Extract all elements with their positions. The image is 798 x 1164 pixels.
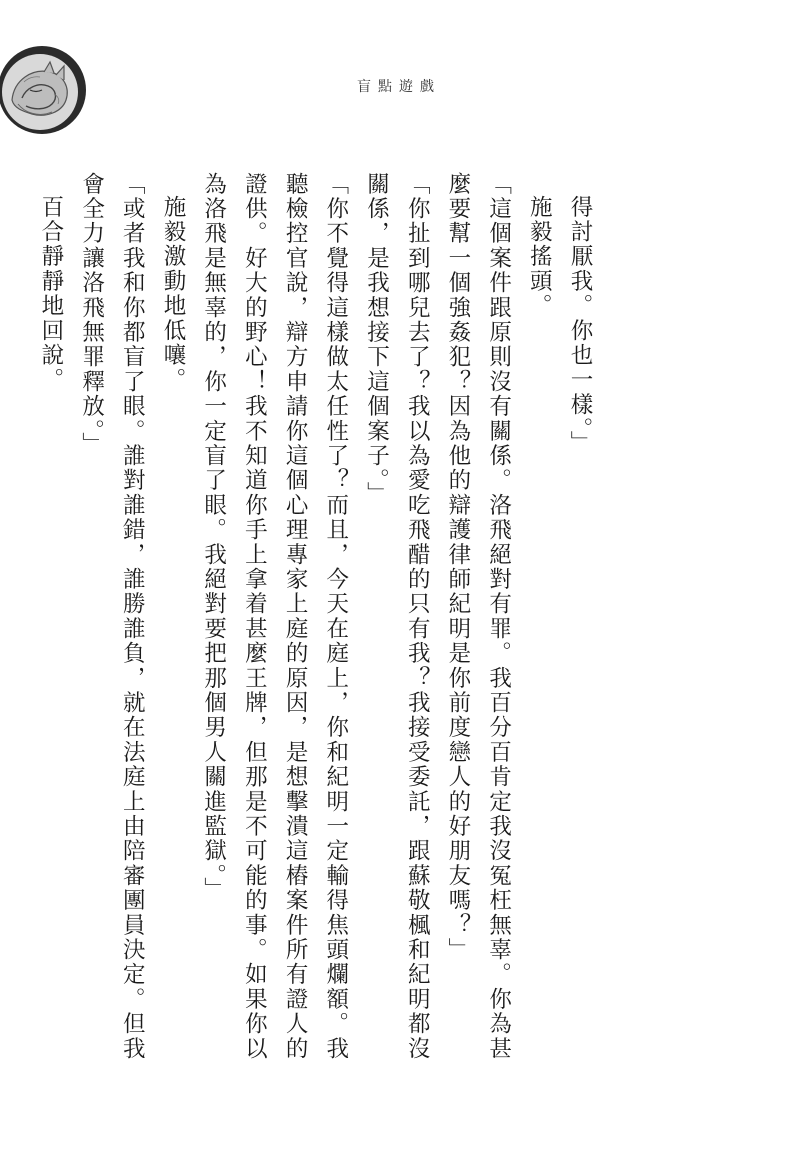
- paragraph: 「或者我和你都盲了眼。誰對誰錯，誰勝誰負，就在法庭上由陪審團員決定。但我會全力讓洛飛無罪釋放。」: [78, 172, 146, 1062]
- paragraph: 「這個案件跟原則沒有關係。洛飛絕對有罪。我百分百肯定我沒冤枉無辜。你為甚麼要幫一個強姦犯？因為他的辯護律師紀明是你前度戀人的好朋友嗎？」: [444, 172, 512, 1062]
- paragraph: 施毅搖頭。: [526, 194, 553, 318]
- paragraph: 施毅激動地低嚷。: [159, 194, 186, 393]
- paragraph: 得討厭我。你也一樣。」: [567, 194, 593, 455]
- vertical-body-text: [37, 172, 600, 1072]
- paragraph: 百合靜靜地回說。: [37, 194, 64, 393]
- running-header-book-title: 盲點遊戲: [357, 79, 441, 95]
- paragraph: 「你不覺得這樣做太任性了？而且，今天在庭上，你和紀明一定輸得焦頭爛額。我聽檢控官說，辯方申請你這個心理專家上庭的原因，是想擊潰這樁案件所有證人的證供。好大的野心！我不知道你手上拿着甚麼王牌，但那是不可能的事。如果你以為洛飛是無辜的，你一定盲了眼。我絕對要把那個男人關進監獄。」: [200, 172, 349, 1062]
- paragraph: 「你扯到哪兒去了？我以為愛吃飛醋的只有我？我接受委託，跟蘇敬楓和紀明都沒關係，是我想接下這個案子。」: [363, 172, 431, 1062]
